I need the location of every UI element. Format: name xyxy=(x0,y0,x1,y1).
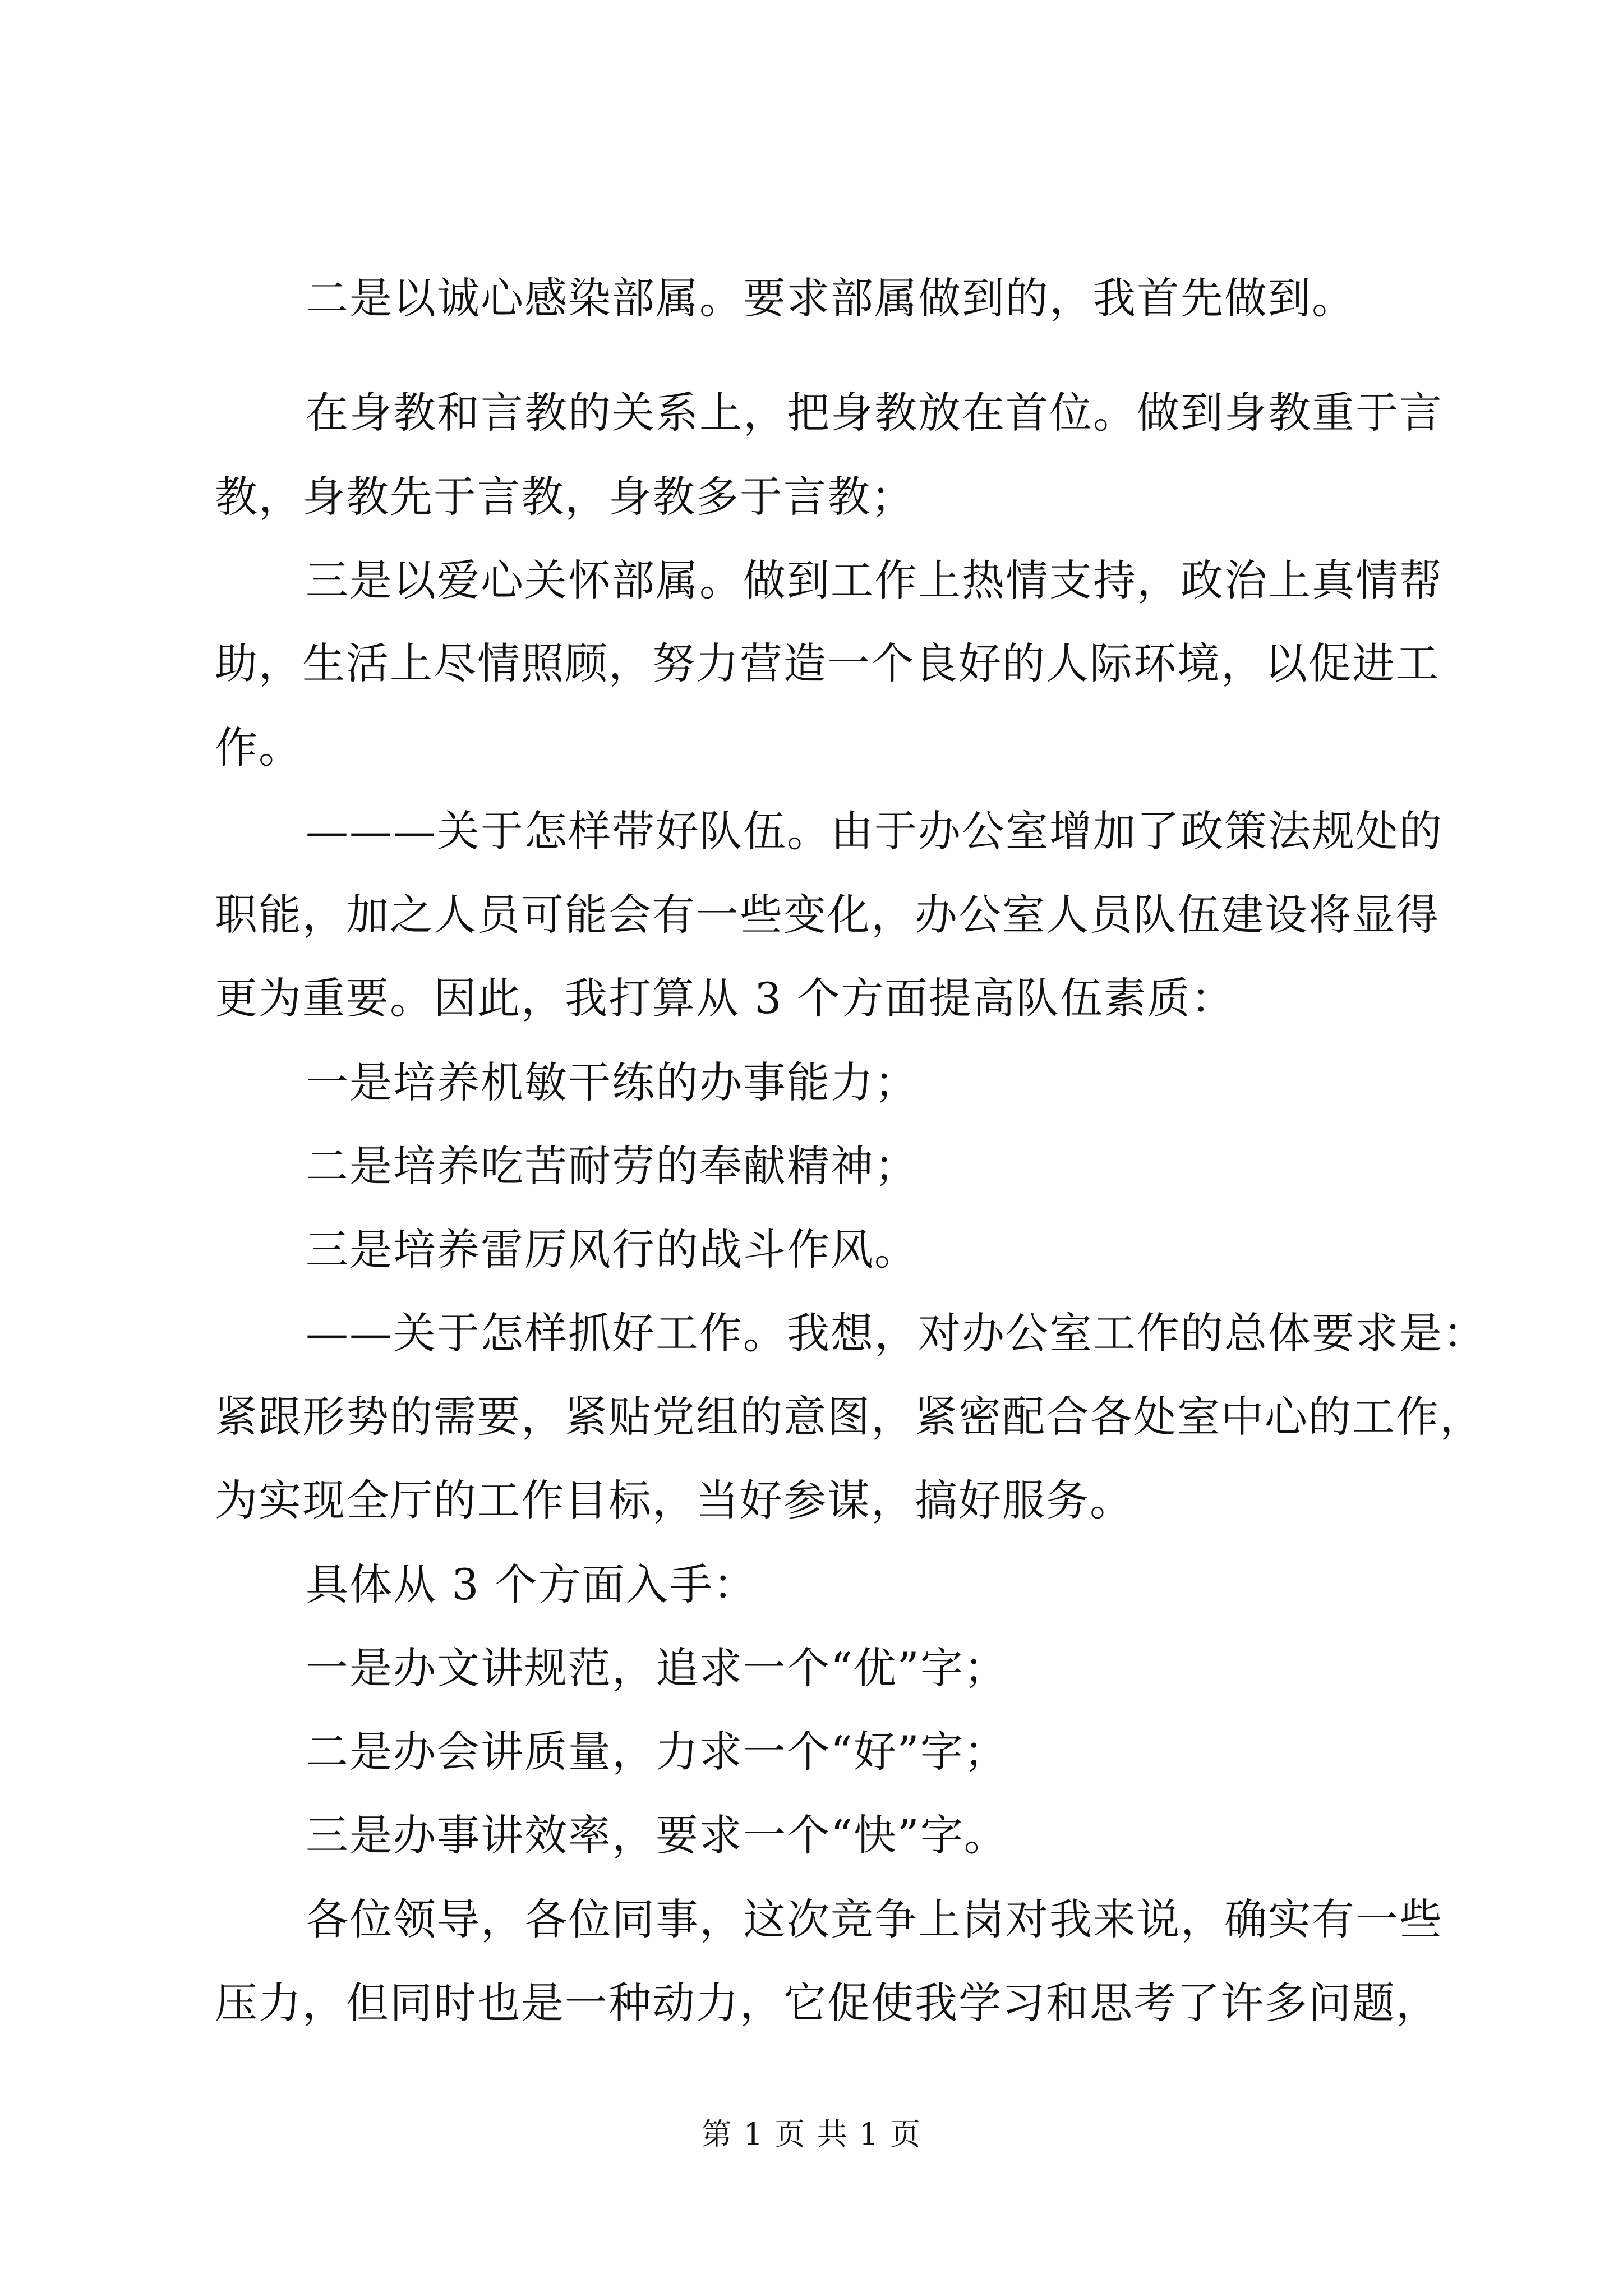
paragraph-line: 二是培养吃苦耐劳的奉献精神； xyxy=(306,1141,918,1191)
paragraph-line: 更为重要。因此，我打算从 3 个方面提高队伍素质： xyxy=(215,973,1235,1023)
paragraph-line: 具体从 3 个方面入手： xyxy=(306,1559,757,1609)
paragraph-line: 二是以诚心感染部属。要求部属做到的，我首先做到。 xyxy=(306,273,1355,323)
paragraph-line: 三是培养雷厉风行的战斗作风。 xyxy=(306,1225,918,1274)
paragraph-line: 职能，加之人员可能会有一些变化，办公室人员队伍建设将显得 xyxy=(215,890,1440,940)
paragraph-line: 一是培养机敏干练的办事能力； xyxy=(306,1057,918,1107)
paragraph-line: 在身教和言教的关系上，把身教放在首位。做到身教重于言 xyxy=(306,388,1443,438)
paragraph-line: 为实现全厅的工作目标，当好参谋，搞好服务。 xyxy=(215,1475,1133,1525)
paragraph-line: 助，生活上尽情照顾，努力营造一个良好的人际环境，以促进工 xyxy=(215,638,1440,688)
paragraph-line: 三是以爱心关怀部属。做到工作上热情支持，政治上真情帮 xyxy=(306,555,1443,605)
paragraph-line: 压力，但同时也是一种动力，它促使我学习和思考了许多问题， xyxy=(215,1978,1440,2028)
paragraph-line: ——关于怎样抓好工作。我想，对办公室工作的总体要求是： xyxy=(306,1308,1487,1358)
page-number-footer: 第 1 页 共 1 页 xyxy=(701,2116,922,2152)
paragraph-line: 紧跟形势的需要，紧贴党组的意图，紧密配合各处室中心的工作， xyxy=(215,1392,1483,1442)
paragraph-line: 各位领导，各位同事，这次竞争上岗对我来说，确实有一些 xyxy=(306,1894,1443,1944)
paragraph-line: ———关于怎样带好队伍。由于办公室增加了政策法规处的 xyxy=(306,806,1443,856)
paragraph-line: 二是办会讲质量，力求一个“好”字； xyxy=(306,1727,1008,1777)
paragraph-line: 一是办文讲规范，追求一个“优”字； xyxy=(306,1643,1008,1693)
paragraph-line: 作。 xyxy=(215,723,302,772)
paragraph-line: 三是办事讲效率，要求一个“快”字。 xyxy=(306,1810,1008,1860)
paragraph-line: 教，身教先于言教，身教多于言教； xyxy=(215,472,915,522)
